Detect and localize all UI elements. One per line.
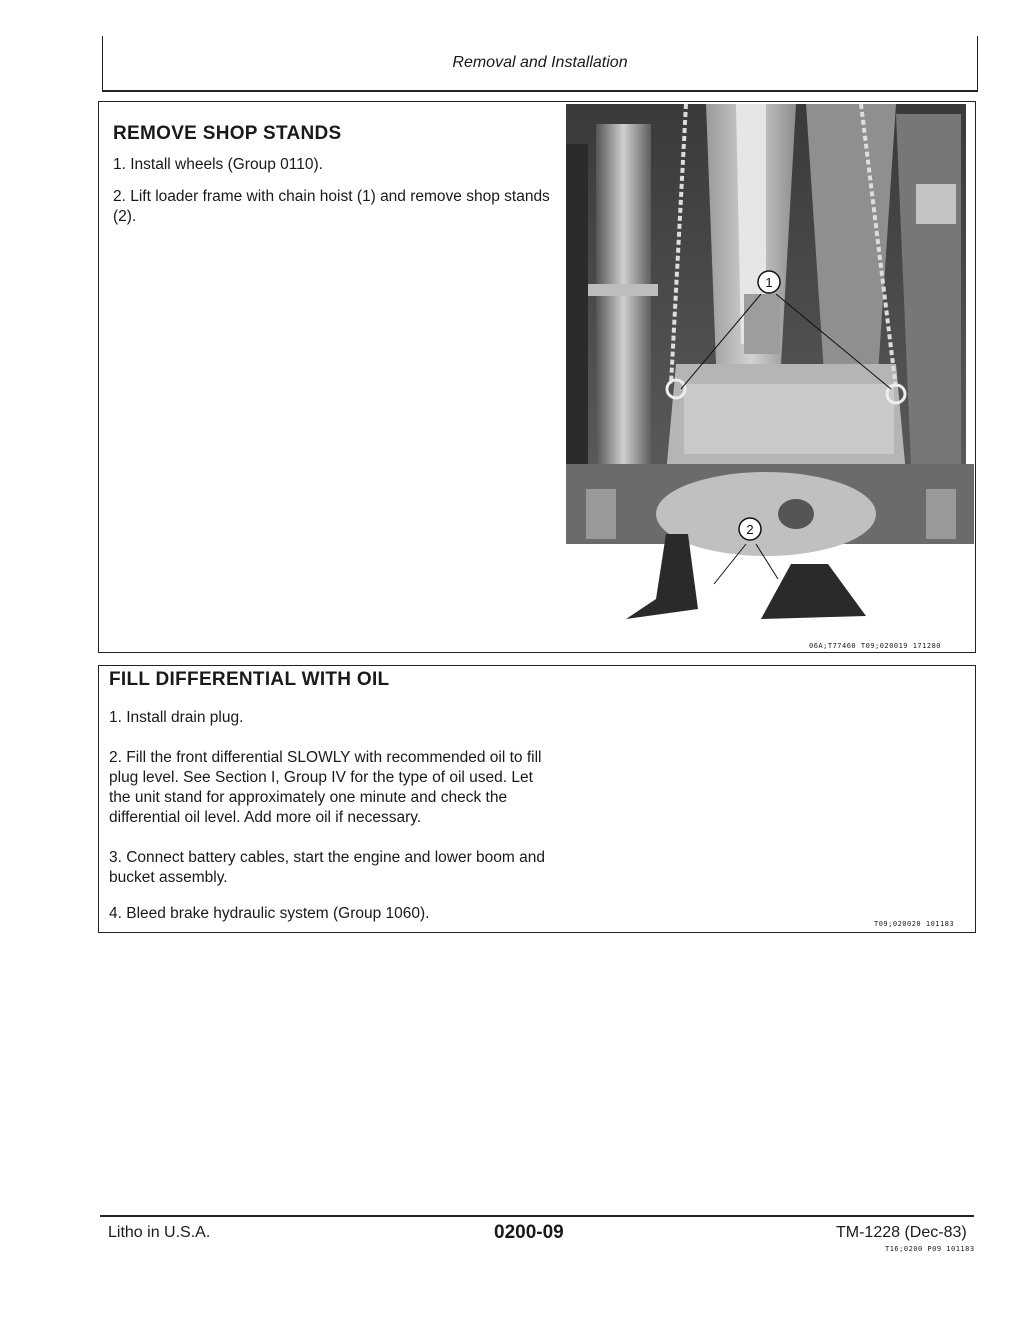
section-fill-differential bbox=[98, 665, 976, 933]
section2-heading: FILL DIFFERENTIAL WITH OIL bbox=[109, 669, 390, 690]
header-title: Removal and Installation bbox=[452, 54, 628, 71]
section1-step-1: 1. Install wheels (Group 0110). bbox=[113, 156, 323, 173]
section2-step-4: 4. Bleed brake hydraulic system (Group 1060). bbox=[109, 905, 430, 922]
footer-code: T16;0200 P09 101183 bbox=[885, 1245, 975, 1253]
page-header bbox=[102, 36, 978, 92]
section2-step-1: 1. Install drain plug. bbox=[109, 709, 244, 726]
footer-right: TM-1228 (Dec-83) bbox=[836, 1224, 967, 1241]
footer-left: Litho in U.S.A. bbox=[108, 1224, 211, 1241]
section2-step-3: 3. Connect battery cables, start the engine and lower boom and bucket assembly. bbox=[109, 849, 545, 886]
loader-frame-photo bbox=[566, 104, 974, 632]
section2-step-2: 2. Fill the front differential SLOWLY with recommended oil to fill plug level. See Section I, Group IV for the type of oil used. Let the unit stand for approximately one minute and check the differential oil level. Add more oil if necessary. bbox=[109, 749, 542, 826]
callout-2-label: 2 bbox=[746, 522, 754, 537]
callout-2 bbox=[739, 518, 761, 540]
page-number: 0200-09 bbox=[494, 1222, 564, 1243]
footer-rule bbox=[100, 1215, 974, 1217]
callout-1-label: 1 bbox=[765, 275, 773, 290]
section1-photo-code: 06A;T77460 T09;020019 171280 bbox=[809, 642, 942, 650]
callout-1 bbox=[758, 271, 780, 293]
section2-code: T09;020020 101183 bbox=[874, 920, 955, 928]
section1-step-2: 2. Lift loader frame with chain hoist (1) and remove shop stands (2). bbox=[113, 188, 550, 225]
section1-heading: REMOVE SHOP STANDS bbox=[113, 123, 342, 144]
